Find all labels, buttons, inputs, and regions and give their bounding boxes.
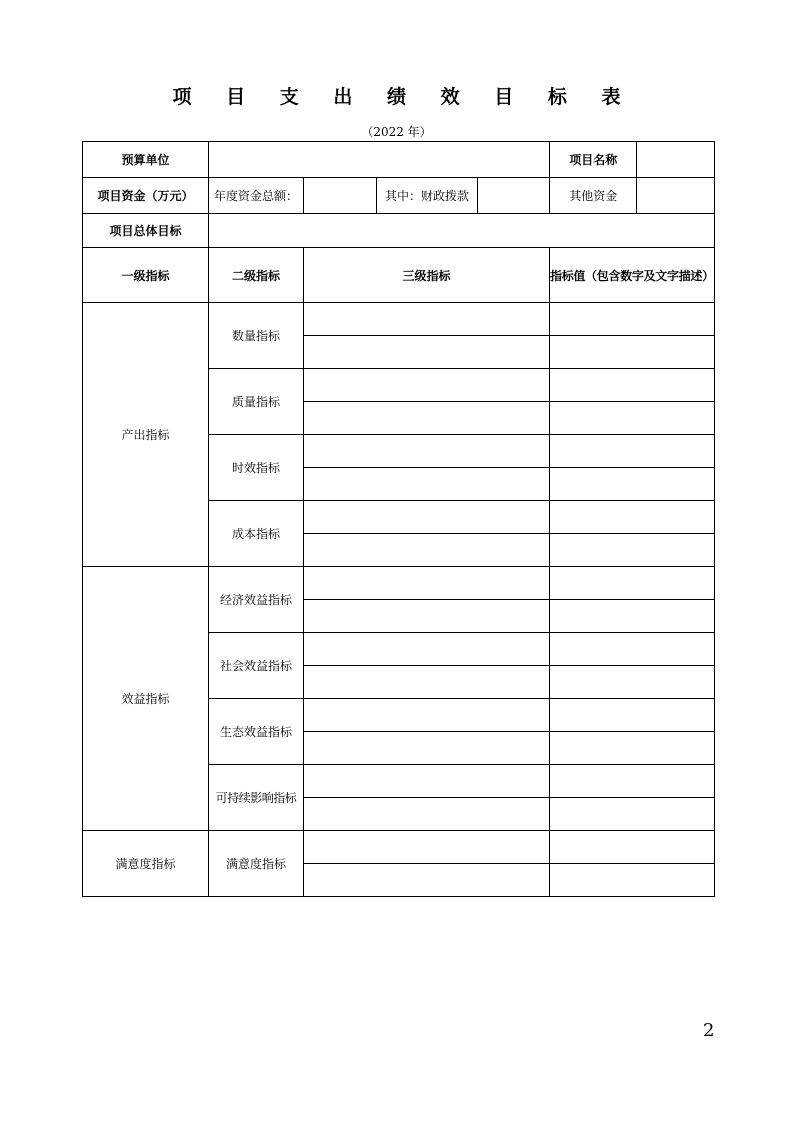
level3-cell[interactable] — [304, 468, 550, 501]
sub-indicator-label: 数量指标 — [209, 303, 304, 369]
sub-indicator-label: 可持续影响指标 — [209, 765, 304, 831]
value-cell[interactable] — [550, 798, 715, 831]
value-cell[interactable] — [550, 402, 715, 435]
level3-cell[interactable] — [304, 402, 550, 435]
overall-goal-label: 项目总体目标 — [83, 214, 209, 248]
level3-cell[interactable] — [304, 732, 550, 765]
sub-indicator-label: 经济效益指标 — [209, 567, 304, 633]
document-title: 项 目 支 出 绩 效 目 标 表 — [172, 86, 635, 108]
fiscal-value[interactable] — [478, 178, 550, 214]
level3-cell[interactable] — [304, 534, 550, 567]
annual-total-value[interactable] — [304, 178, 377, 214]
value-cell[interactable] — [550, 501, 715, 534]
page-number: 2 — [703, 1020, 715, 1041]
level3-cell[interactable] — [304, 336, 550, 369]
sub-indicator-label: 质量指标 — [209, 369, 304, 435]
level3-cell[interactable] — [304, 798, 550, 831]
level3-cell[interactable] — [304, 864, 550, 897]
sub-indicator-label: 成本指标 — [209, 501, 304, 567]
value-cell[interactable] — [550, 699, 715, 732]
value-cell[interactable] — [550, 468, 715, 501]
level3-cell[interactable] — [304, 501, 550, 534]
level3-cell[interactable] — [304, 567, 550, 600]
level3-cell[interactable] — [304, 633, 550, 666]
project-name-label: 项目名称 — [550, 142, 637, 178]
column-header-value: 指标值（包含数字及文字描述） — [550, 248, 715, 303]
group-label-satisfaction: 满意度指标 — [83, 831, 209, 897]
value-cell[interactable] — [550, 864, 715, 897]
column-header-level2: 二级指标 — [209, 248, 304, 303]
group-label-benefit: 效益指标 — [83, 567, 209, 831]
funds-label: 项目资金（万元） — [83, 178, 209, 214]
value-cell[interactable] — [550, 600, 715, 633]
document-year: （2022 年） — [361, 125, 432, 139]
level3-cell[interactable] — [304, 435, 550, 468]
level3-cell[interactable] — [304, 831, 550, 864]
level3-cell[interactable] — [304, 369, 550, 402]
value-cell[interactable] — [550, 765, 715, 798]
overall-goal-value[interactable] — [209, 214, 715, 248]
budget-unit-label: 预算单位 — [83, 142, 209, 178]
level3-cell[interactable] — [304, 600, 550, 633]
fiscal-label: 其中：财政拨款 — [377, 178, 478, 214]
value-cell[interactable] — [550, 567, 715, 600]
sub-indicator-label: 社会效益指标 — [209, 633, 304, 699]
other-funds-value[interactable] — [637, 178, 714, 214]
value-cell[interactable] — [550, 303, 715, 336]
sub-indicator-label: 时效指标 — [209, 435, 304, 501]
value-cell[interactable] — [550, 633, 715, 666]
value-cell[interactable] — [550, 666, 715, 699]
other-funds-label: 其他资金 — [550, 178, 637, 214]
project-name-value[interactable] — [637, 142, 714, 178]
budget-unit-value[interactable] — [209, 142, 550, 178]
sub-indicator-label: 满意度指标 — [209, 831, 304, 897]
level3-cell[interactable] — [304, 765, 550, 798]
column-header-level1: 一级指标 — [83, 248, 209, 303]
value-cell[interactable] — [550, 336, 715, 369]
level3-cell[interactable] — [304, 303, 550, 336]
performance-target-table — [82, 141, 715, 897]
level3-cell[interactable] — [304, 699, 550, 732]
value-cell[interactable] — [550, 435, 715, 468]
value-cell[interactable] — [550, 831, 715, 864]
column-header-level3: 三级指标 — [304, 248, 550, 303]
group-label-output: 产出指标 — [83, 303, 209, 567]
value-cell[interactable] — [550, 732, 715, 765]
level3-cell[interactable] — [304, 666, 550, 699]
annual-total-label: 年度资金总额： — [209, 178, 304, 214]
value-cell[interactable] — [550, 534, 715, 567]
sub-indicator-label: 生态效益指标 — [209, 699, 304, 765]
value-cell[interactable] — [550, 369, 715, 402]
